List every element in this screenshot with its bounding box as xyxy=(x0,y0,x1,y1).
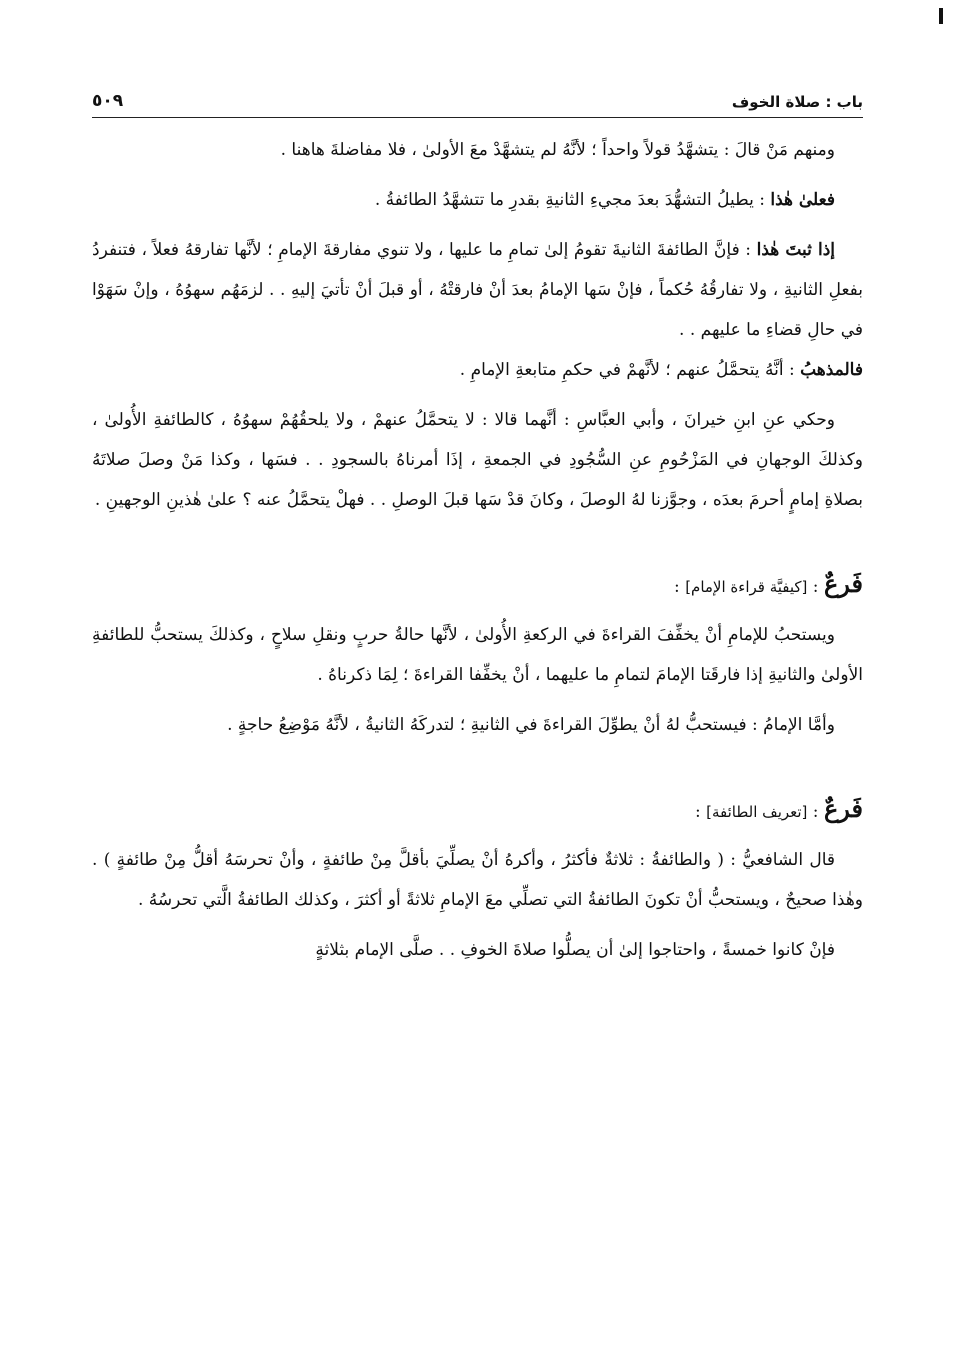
paragraph-1 xyxy=(92,130,863,170)
paragraph-4 xyxy=(92,350,863,390)
paragraph-9 xyxy=(92,930,863,970)
paragraph-3-lead: إذا ثبتَ هٰذا xyxy=(756,240,835,260)
paragraph-4-lead: فالمذهبُ xyxy=(800,360,863,380)
paragraph-7 xyxy=(92,705,863,745)
paragraph-7-text: وأمَّا الإمامُ : فيستحبُّ لهُ أنْ يطوِّلَ القراءةَ في الثانيةِ ؛ لتدركَهُ الثانيةُ ، لأنَّهُ مَوْضِعُ حاجةٍ . xyxy=(227,715,835,735)
branch-2-suffix: : xyxy=(694,802,707,822)
branch-heading-2: فَرعٌ : [تعريف الطائفة] : xyxy=(694,794,863,823)
paragraph-5-text: وحكي عنِ ابنِ خيرانَ ، وأبي العبَّاسِ : أنَّهما قالا : لا يتحمَّلُ عنهمْ ، ولا يلحقُهُمْ سهوُهُ ، كالطائفةِ الأُولىٰ ، وكذلكَ الوجهانِ في المَزْحُومِ عنِ السُّجُودِ في الجمعةِ ، إذَا أمرناهُ بالسجودِ . . فسَها ، وكذا مَنْ وصلَ صلاتَهُ بصلاةِ إمامٍ أحرمَ بعدَه ، وجوَّزنا لهُ الوصلَ ، وكانَ قدْ سَها قبلَ الوصلِ . . فهلْ يتحمَّلُ عنه ؟ علىٰ هٰذينِ الوجهينِ . xyxy=(92,410,863,510)
branch-2-title: [تعريف الطائفة] xyxy=(706,803,808,821)
paragraph-9-text: فإنْ كانوا خمسةً ، واحتاجوا إلىٰ أن يصلُّوا صلاةَ الخوفِ . . صلَّى الإمام بثلاثةٍ xyxy=(315,940,835,960)
paragraph-4-text: : أنَّهُ يتحمَّلُ عنهم ؛ لأنَّهمْ في حكمِ متابعةِ الإمامِ . xyxy=(459,360,801,380)
paragraph-3-text: : فإنَّ الطائفةَ الثانيةَ تقومُ إلىٰ تمامِ ما عليها ، ولا تنوي مفارقةَ الإمامِ ؛ لأنَّها تفارقهُ فعلاً ، فتنفردُ بفعلِ الثانيةِ ، ولا تفارقُهُ حُكماً ، فإنْ سَها الإمامُ بعدَ أنْ فارقتْهُ ، أو قبلَ أنْ تأتيَ إليهِ . . لزمَهُم سهوُهُ ، وإنْ سَهَوْا في حالِ قضاءِ ما عليهم . . xyxy=(92,240,863,340)
running-title: باب : صلاة الخوف xyxy=(731,93,863,111)
branch-1-title: [كيفيَّة قراءة الإمام] xyxy=(685,578,808,596)
paragraph-1-text: ومنهم مَنْ قالَ : يتشهَّدُ قولاً واحداً ؛ لأنَّهُ لم يتشهَّدْ معَ الأولىٰ ، فلا مفاضلةَ هاهنا . xyxy=(280,140,835,160)
paragraph-2-lead: فعلىٰ هٰذا xyxy=(770,190,835,210)
page-number: ٥٠٩ xyxy=(92,91,124,111)
page-body xyxy=(92,130,863,980)
paragraph-6-text: ويستحبُ للإمامِ أنْ يخفِّفَ القراءةَ في الركعةِ الأُولىٰ ، لأنَّها حالةُ حربٍ ونقلِ سلاحٍ ، وكذلكَ يستحبُّ للطائفةِ الأولىٰ والثانيةِ إذا فارقَتا الإمامَ لتمامِ ما عليهما ، أنْ يخفِّفا القراءةَ ؛ لِمَا ذكرناهُ . xyxy=(92,625,863,685)
paragraph-8-text: قال الشافعيُّ : ( والطائفةُ : ثلاثةٌ فأكثرُ ، وأكرهُ أنْ يصلِّيَ بأقلَّ مِنْ طائفةٍ ، وأنْ تحرسَهُ أقلُّ مِنْ طائفةٍ ) . وهٰذا صحيحٌ ، ويستحبُّ أنْ تكونَ الطائفةُ التي تصلِّي معَ الإمامِ ثلاثةً أو أكثرَ ، وكذلك الطائفةُ الَّتي تحرسُهُ . xyxy=(92,850,863,910)
paragraph-8 xyxy=(92,840,863,920)
paragraph-2-text: : يطيلُ التشهُّدَ بعدَ مجيءِ الثانيةِ بقدرِ ما تتشهَّدُ الطائفةُ . xyxy=(374,190,771,210)
branch-1-word: فَرعٌ xyxy=(823,569,863,598)
branch-heading-1: فَرعٌ : [كيفيَّة قراءة الإمام] : xyxy=(674,569,863,598)
paragraph-6 xyxy=(92,615,863,695)
branch-2-word: فَرعٌ xyxy=(823,794,863,823)
paragraph-3 xyxy=(92,230,863,350)
paragraph-5 xyxy=(92,400,863,520)
paragraph-2 xyxy=(92,180,863,220)
branch-1-suffix: : xyxy=(674,577,686,597)
page-header xyxy=(92,84,863,118)
